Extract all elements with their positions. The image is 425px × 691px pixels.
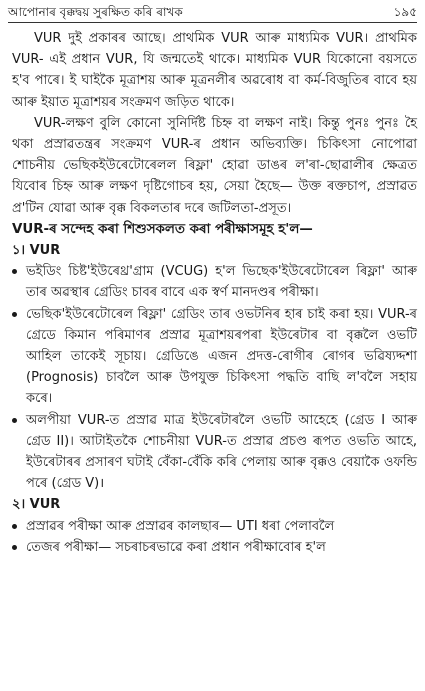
running-title: আপোনাৰ বৃক্কদ্বয় সুৰক্ষিত কৰি ৰাখক [8, 5, 183, 19]
list-item-text: প্ৰস্ৰাৱৰ পৰীক্ষা আৰু প্ৰস্ৰাৱৰ কালছাৰ— UTI ধৰা পেলাবলৈ [26, 518, 335, 534]
list-item-text: ভেছিক'ইউৰেটোৰেল ৰিফ্লা' গ্ৰেডিং তাৰ ওভটনিৰ হাৰ চাই কৰা হয়। VUR-ৰ গ্ৰেডে কিমান পৰিমাণৰ প্ৰস্ৰাৱ মূত্ৰাশয়ৰপৰা ইউৰেটাৰ বা বৃক্কলৈ ওভটি আহিল তাকেই সূচায়। গ্ৰেডিঙে এজন প্ৰদত্ত-ৰোগীৰ ৰোগৰ ভৱিষ্যদ্দশা (Prognosis) চাবলৈ আৰু উপযুক্ত চিকিৎসা পদ্ধতি বাছি ল'বলৈ সহায় কৰে। [26, 306, 417, 407]
page-number: ১৯৫ [393, 5, 417, 19]
list-item-text: অলপীয়া VUR-ত প্ৰস্ৰাৱ মাত্ৰ ইউৰেটাৰলৈ ওভটি আহেহে (গ্ৰেড I আৰু গ্ৰেড II)। আটাইতকৈ শোচনীয়া VUR-ত প্ৰস্ৰাৱ প্ৰচণ্ড ৰূপত ওভতি আহে, ইউৰেটাৰৰ প্ৰসাৰণ ঘটাই বেঁকা-বেঁকি কৰি পেলায় আৰু বৃক্কও বেয়াকৈ ওফন্ডি পৰে (গ্ৰেড V)। [26, 412, 417, 492]
section-heading: VUR-ৰ সন্দেহ কৰা শিশুসকলত কৰা পৰীক্ষাসমূহ হ'ল— [12, 221, 313, 237]
page-header [8, 2, 417, 23]
list-item [12, 304, 417, 410]
list-item [12, 516, 417, 537]
list-item-text: তেজৰ পৰীক্ষা— সচৰাচৰভাৱে কৰা প্ৰধান পৰীক্ষাবোৰ হ'ল [26, 539, 326, 555]
bullet-icon [12, 312, 17, 317]
paragraph-vur-symptoms: VUR-লক্ষণ বুলি কোনো সুনিৰ্দিষ্ট চিহ্ন বা লক্ষণ নাই। কিন্তু পুনঃ পুনঃ হৈ থকা প্ৰস্ৰাৱতন্ত্ৰৰ সংক্ৰমণ VUR-ৰ প্ৰধান অভিব্যক্তি। চিকিৎসা নোপোৱা শোচনীয় ভেছিকইউৰেটোৰেলল ৰিফ্লা' হোৱা ডাঙৰ ল'ৰা-ছোৱালীৰ ক্ষেত্ৰত যিবোৰ চিহ্ন আৰু লক্ষণ দৃষ্টিগোচৰ হয়, সেয়া হৈছে— উক্ত ৰক্তচাপ, প্ৰস্ৰাৱত প্ৰ'টিন যোৱা আৰু বৃক্ক বিকলতাৰ দৰে জটিলতা-প্ৰসূত। [12, 115, 417, 216]
list-item [12, 410, 417, 495]
subsection-title-2: ২। VUR [12, 497, 61, 513]
bullet-icon [12, 524, 17, 529]
page-body [12, 28, 417, 558]
bullet-icon [12, 418, 17, 423]
subsection-title-1: ১। VUR [12, 243, 61, 259]
list-item-text: ভইডিং চিষ্ট'ইউৰেথ্ৰ'গ্ৰাম (VCUG) হ'ল ভিছেক'ইউৰেটোৰেল ৰিফ্লা' আৰু তাৰ অৱস্থাৰ গ্ৰেডিং চাবৰ বাবে এক স্বৰ্ণ মানদণ্ডৰ পৰীক্ষা। [26, 264, 417, 301]
bullet-list-2 [12, 516, 417, 558]
bullet-icon [12, 269, 17, 274]
bullet-list-1 [12, 261, 417, 494]
bullet-icon [12, 545, 17, 550]
list-item [12, 261, 417, 303]
list-item [12, 537, 417, 558]
paragraph-vur-types: VUR দুই প্ৰকাৰৰ আছে। প্ৰাথমিক VUR আৰু মাধ্যমিক VUR। প্ৰাথমিক VUR- এই প্ৰধান VUR, যি জন্মতেই থাকে। মাধ্যমিক VUR যিকোনো বয়সতে হ'ব পাৰে। ই ঘাইকৈ মূত্ৰাশয় আৰু মূত্ৰনলীৰ অৱৰোধ বা কৰ্ম-বিজুতিৰ বাবে হয় আৰু ইয়াত মূত্ৰাশয়ৰ সংক্ৰমণ জড়িত থাকে। [12, 31, 417, 110]
